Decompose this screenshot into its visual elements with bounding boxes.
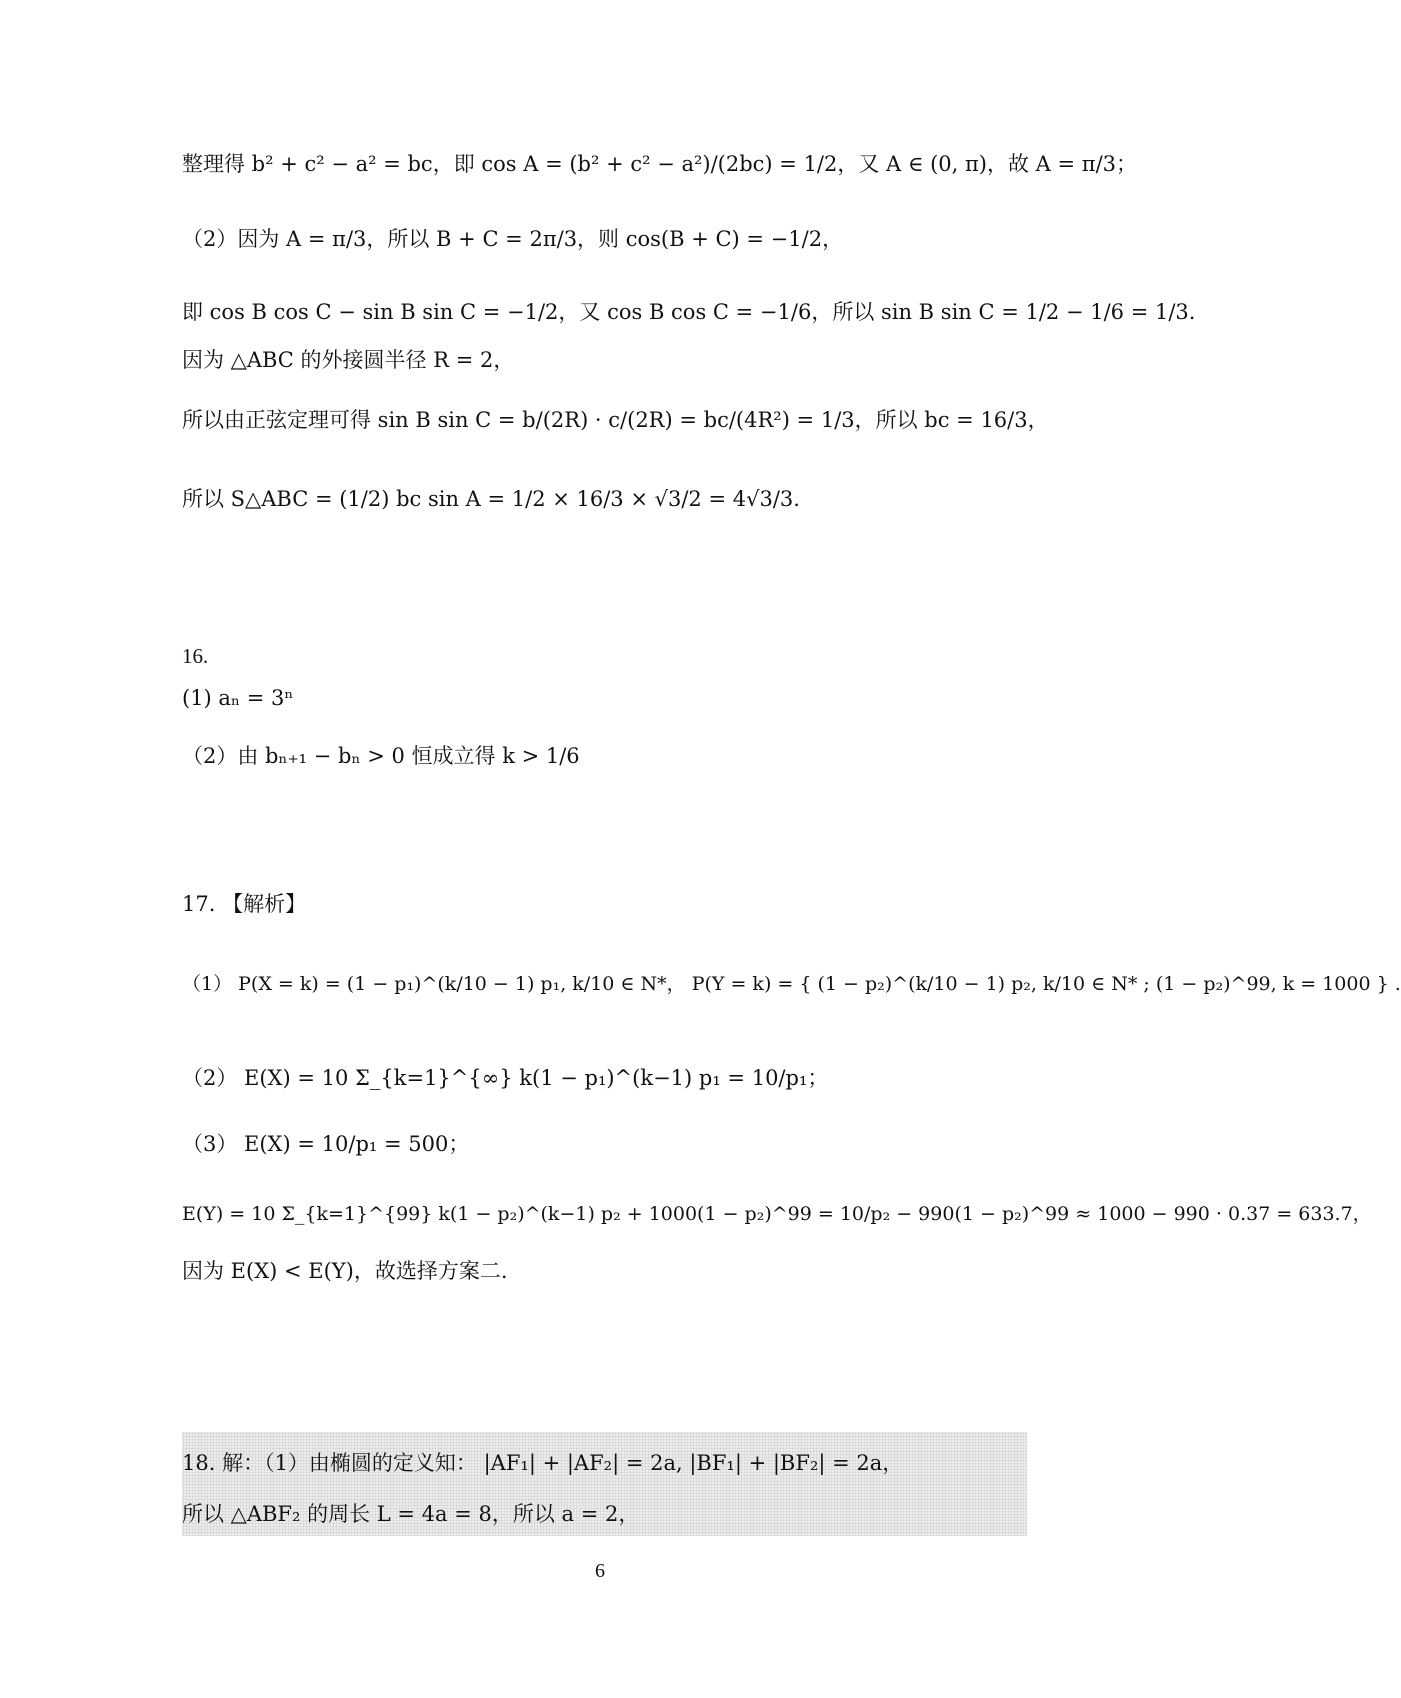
problem-17-part-2 xyxy=(182,1062,1040,1094)
math-text: 因为 E(X) < E(Y)，故选择方案二. xyxy=(182,1259,508,1283)
problem-17-heading xyxy=(182,888,1040,920)
problem-17-conclusion xyxy=(182,1255,1040,1287)
math-text: （2） E(X) = 10 Σ_{k=1}^{∞} k(1 − p₁)^(k−1) p₁ = 10/p₁； xyxy=(182,1066,829,1090)
problem-17-part-3 xyxy=(182,1128,1040,1160)
math-text: （2）因为 A = π/3，所以 B + C = 2π/3，则 cos(B + C) = −1/2， xyxy=(182,227,844,251)
math-text: 整理得 b² + c² − a² = bc，即 cos A = (b² + c² − a²)/(2bc) = 1/2，又 A ∈ (0, π)，故 A = π/3； xyxy=(182,152,1138,176)
problem-17-expectation-y xyxy=(182,1198,1372,1230)
page-number: 6 xyxy=(595,1560,605,1582)
solution-line-5 xyxy=(182,404,1049,436)
problem-16-part-2 xyxy=(182,740,1040,772)
problem-16-heading xyxy=(182,640,1040,672)
problem-number: 16. xyxy=(182,644,209,668)
math-text: 即 cos B cos C − sin B sin C = −1/2，又 cos B cos C = −1/6，所以 sin B sin C = 1/2 − 1/6 = 1/3. xyxy=(182,300,1196,324)
math-text: 所以由正弦定理可得 sin B sin C = b/(2R) · c/(2R) = bc/(4R²) = 1/3，所以 bc = 16/3， xyxy=(182,408,1049,432)
math-text: E(Y) = 10 Σ_{k=1}^{99} k(1 − p₂)^(k−1) p₂ + 1000(1 − p₂)^99 = 10/p₂ − 990(1 − p₂)^99 ≈ 1000 − 990 · 0.37 = 633.7， xyxy=(182,1203,1372,1225)
problem-16-part-1 xyxy=(182,682,1040,714)
problem-18-line-2 xyxy=(182,1498,1040,1530)
solution-line-2 xyxy=(182,223,1040,255)
math-text: （3） E(X) = 10/p₁ = 500； xyxy=(182,1132,470,1156)
problem-17-part-1 xyxy=(182,968,1401,1000)
problem-number: 17. 【解析】 xyxy=(182,892,307,916)
solution-line-3 xyxy=(182,296,1196,328)
solution-line-6 xyxy=(182,483,1040,515)
math-text: 所以 △ABF₂ 的周长 L = 4a = 8，所以 a = 2， xyxy=(182,1502,640,1526)
math-text: (1) aₙ = 3ⁿ xyxy=(182,686,294,710)
solution-line-1 xyxy=(182,148,1138,180)
math-text: （2）由 bₙ₊₁ − bₙ > 0 恒成立得 k > 1/6 xyxy=(182,744,580,768)
problem-18-line-1 xyxy=(182,1447,1040,1479)
solution-line-4 xyxy=(182,344,1040,376)
math-text: 因为 △ABC 的外接圆半径 R = 2， xyxy=(182,348,515,372)
math-text: （1） P(X = k) = (1 − p₁)^(k/10 − 1) p₁, k/10 ∈ N*， P(Y = k) = { (1 − p₂)^(k/10 − 1) p₂, k/10 ∈ N* ; (1 − p₂)^99, k = 1000 } . xyxy=(182,973,1401,995)
math-text: 18. 解：（1）由椭圆的定义知： |AF₁| + |AF₂| = 2a, |BF₁| + |BF₂| = 2a， xyxy=(182,1451,904,1475)
math-text: 所以 S△ABC = (1/2) bc sin A = 1/2 × 16/3 × √3/2 = 4√3/3. xyxy=(182,487,800,511)
